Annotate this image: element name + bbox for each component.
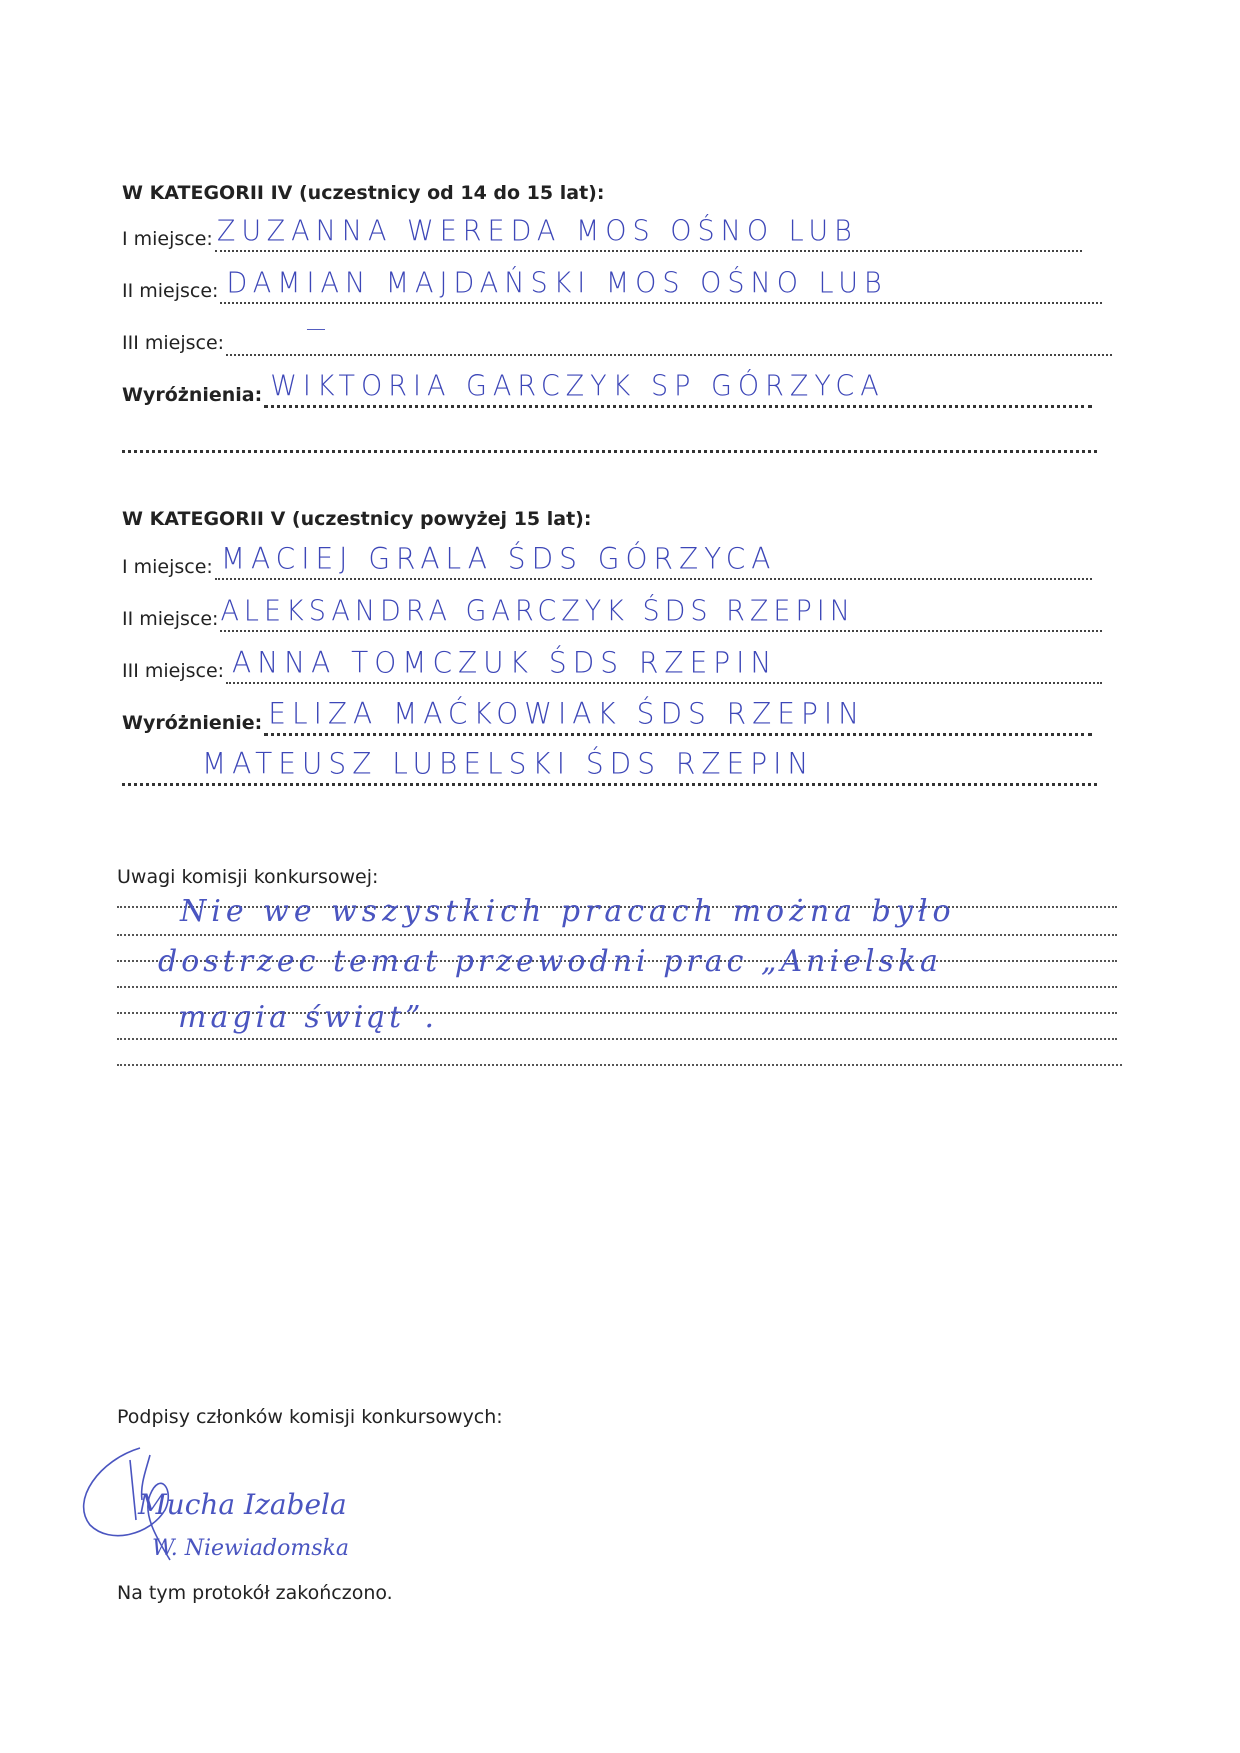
first-place-label: I miejsce:: [122, 228, 213, 250]
signature-name-2: W. Niewiadomska: [152, 1536, 349, 1561]
third-place-label: III miejsce:: [122, 332, 225, 354]
remarks-text-1: Nie we wszystkich pracach można było: [180, 894, 956, 929]
third-place-value: ANNA TOMCZUK ŚDS RZEPIN: [232, 645, 778, 680]
second-place-value: DAMIAN MAJDAŃSKI MOS OŚNO LUB: [226, 267, 888, 300]
first-place-value: ZUZANNA WEREDA MOS OŚNO LUB: [216, 215, 858, 248]
category-iv-third-place-row: [122, 315, 1112, 356]
second-place-label: II miejsce:: [122, 280, 219, 302]
second-place-value: ALEKSANDRA GARCZYK ŚDS RZEPIN: [220, 595, 855, 628]
remarks-line-4: [117, 986, 1117, 988]
honors-field: [264, 370, 1092, 408]
closing-text: Na tym protokół zakończono.: [117, 1582, 393, 1604]
honors-field: [264, 696, 1092, 736]
first-place-label: I miejsce:: [122, 556, 213, 578]
honors-label: Wyróżnienie:: [122, 712, 263, 734]
category-v-first-place-row: [122, 541, 1092, 580]
first-place-field: [215, 541, 1092, 580]
signature-area: [70, 1440, 400, 1580]
category-iv-heading: W KATEGORII IV (uczestnicy od 14 do 15 lat):: [122, 182, 605, 204]
remarks-label: Uwagi komisji konkursowej:: [117, 866, 379, 888]
third-place-field: [226, 315, 1112, 356]
category-v-heading: W KATEGORII V (uczestnicy powyżej 15 lat):: [122, 508, 592, 530]
category-v-honors-row-2: [122, 746, 1097, 786]
first-place-value: MACIEJ GRALA ŚDS GÓRZYCA: [220, 541, 777, 576]
second-place-field: [220, 595, 1102, 632]
remarks-line-2: [117, 934, 1117, 936]
remarks-text-2: dostrzec temat przewodni prac „Anielska: [158, 944, 942, 979]
second-place-label: II miejsce:: [122, 608, 219, 630]
remarks-text-3: magia świąt”.: [178, 1000, 439, 1035]
third-place-label: III miejsce:: [122, 660, 225, 682]
honors-label: Wyróżnienia:: [122, 384, 263, 406]
signatures-label: Podpisy członków komisji konkursowych:: [117, 1406, 503, 1428]
remarks-line-6: [117, 1038, 1117, 1040]
third-place-value: —: [306, 315, 327, 341]
honors-value: WIKTORIA GARCZYK SP GÓRZYCA: [270, 370, 885, 403]
honors-value-2: MATEUSZ LUBELSKI ŚDS RZEPIN: [202, 746, 815, 781]
third-place-field: [226, 645, 1102, 684]
category-iv-extra-line: [122, 450, 1097, 453]
honors-value: ELIZA MAĆKOWIAK ŚDS RZEPIN: [268, 696, 866, 731]
category-v-honors-row: [122, 696, 1092, 736]
second-place-field: [220, 267, 1102, 304]
honors-field-2: [122, 746, 1097, 786]
category-v-second-place-row: [122, 595, 1102, 632]
category-v-third-place-row: [122, 645, 1102, 684]
signature-name-1: Mucha Izabela: [138, 1488, 347, 1521]
category-iv-first-place-row: [122, 215, 1082, 252]
remarks-line-7: [117, 1064, 1122, 1066]
category-iv-second-place-row: [122, 267, 1102, 304]
category-iv-honors-row: [122, 370, 1092, 408]
first-place-field: [215, 215, 1082, 252]
